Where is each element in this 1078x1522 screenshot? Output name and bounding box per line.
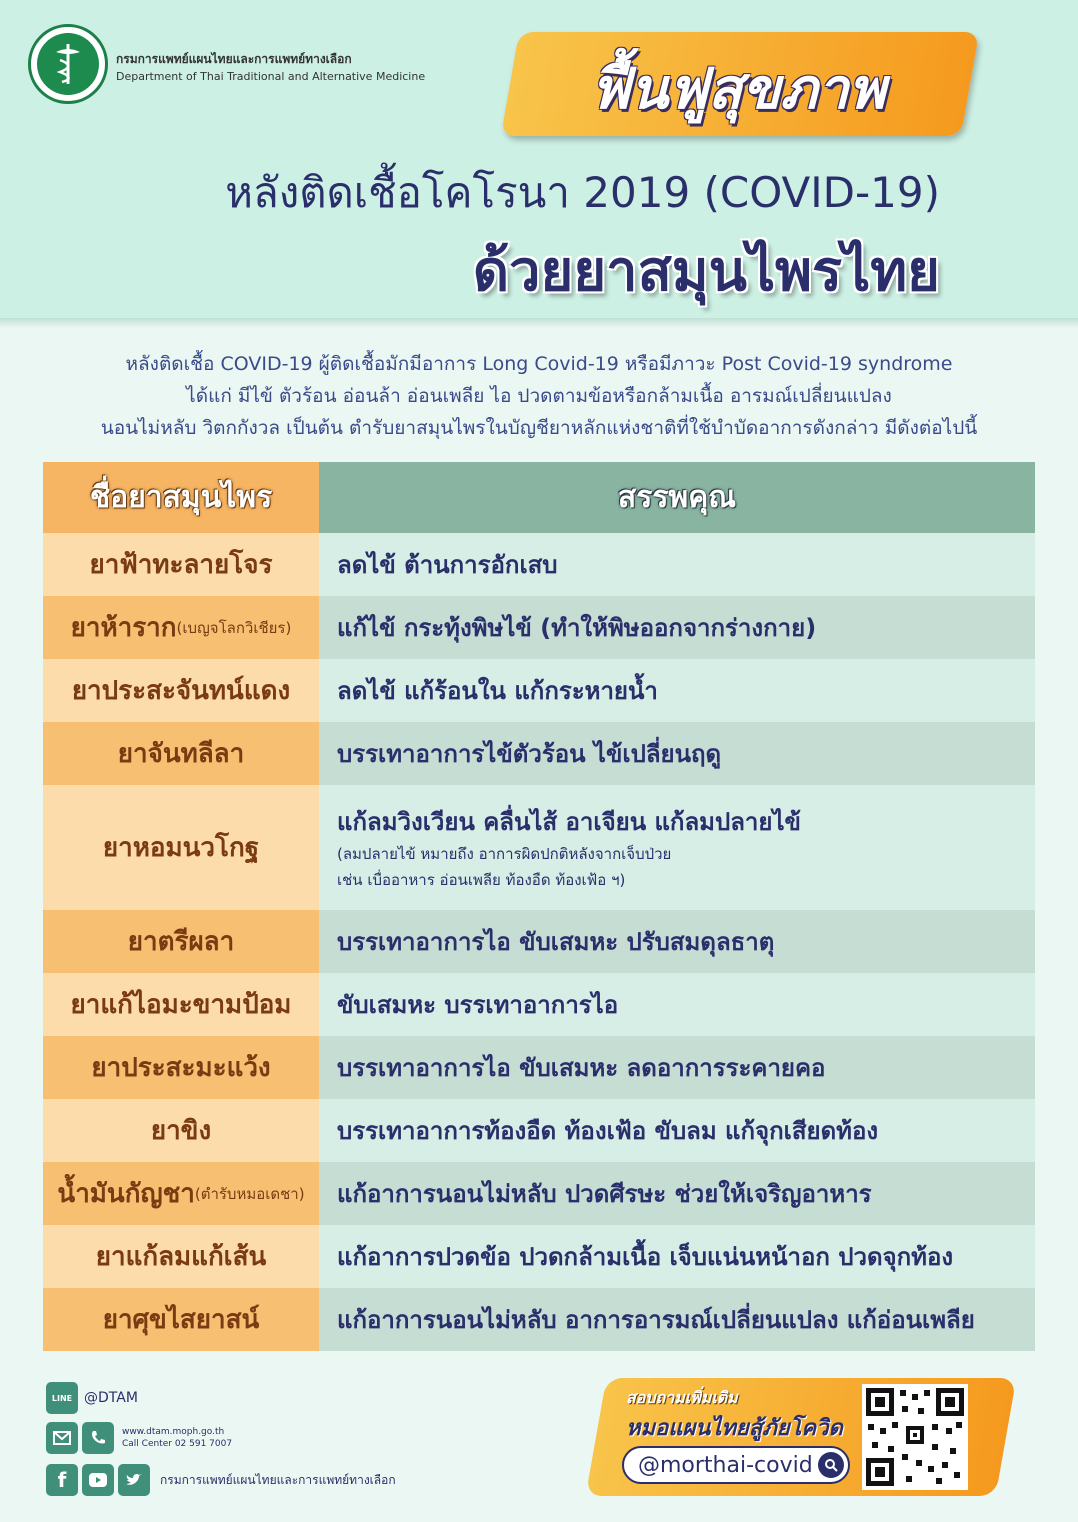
herb-name [43,973,319,1036]
herb-name [43,722,319,785]
herb-benefit [319,910,1035,973]
herb-name-text: ยาแก้ไอมะขามป้อม [70,990,292,1020]
mail-icon[interactable] [46,1422,78,1454]
herb-benefit [319,1225,1035,1288]
herb-name [43,1036,319,1099]
department-name-th: กรมการแพทย์แผนไทยและการแพทย์ทางเลือก [116,52,352,66]
herb-benefit-text: แก้ไข้ กระทุ้งพิษไข้ (ทำให้พิษออกจากร่างกาย) [337,614,817,642]
herb-benefit [319,785,1035,910]
table-row [43,533,1035,596]
herb-name-text: ยาศุขไสยาสน์ [102,1305,260,1335]
table-row [43,1099,1035,1162]
herb-benefit-text: แก้ลมวิงเวียน คลื่นไส้ อาเจียน แก้ลมปลายไข้ [337,808,801,836]
banner-title: ฟื้นฟูสุขภาพ [590,57,886,122]
herb-benefit [319,1162,1035,1225]
department-name-en: Department of Thai Traditional and Alternative Medicine [116,70,426,83]
herb-benefit-text: แก้อาการนอนไม่หลับ อาการอารมณ์เปลี่ยนแปลง แก้อ่อนเพลีย [337,1306,975,1334]
web-contact [46,1422,232,1454]
herb-benefit-text: บรรเทาอาการไข้ตัวร้อน ไข้เปลี่ยนฤดู [337,740,722,768]
page-title: หลังติดเชื้อโคโรนา 2019 (COVID-19) [225,168,940,217]
herb-name-text: น้ำมันกัญชา [57,1179,195,1209]
table-row [43,1288,1035,1351]
herb-name-text: ยาตรีผลา [127,927,235,957]
herb-name [43,596,319,659]
herb-benefit [319,1036,1035,1099]
facebook-icon[interactable]: f [46,1464,78,1496]
qr-code-icon [866,1388,964,1486]
cta-subtitle: สอบถามเพิ่มเติม [626,1388,738,1407]
herb-name-text: ยาประสะจันทน์แดง [71,676,291,706]
table-row [43,785,1035,910]
column-header-name: ชื่อยาสมุนไพร [43,462,319,533]
herb-benefit-note: (ลมปลายไข้ หมายถึง อาการผิดปกติหลังจากเจ็บป่วย [337,845,672,863]
cta-handle-box[interactable] [622,1446,850,1484]
herb-benefit-text: ลดไข้ แก้ร้อนใน แก้กระหายน้ำ [337,677,658,705]
herb-name [43,785,319,910]
call-center: Call Center 02 591 7007 [122,1439,233,1449]
herb-benefit [319,533,1035,596]
qr-code[interactable] [862,1384,968,1490]
herb-name-text: ยาขิง [150,1116,212,1146]
column-header-benefit: สรรพคุณ [319,462,1035,533]
line-id: @DTAM [84,1390,138,1406]
herb-benefit-text: บรรเทาอาการไอ ขับเสมหะ ปรับสมดุลธาตุ [337,928,775,956]
table-row [43,1036,1035,1099]
herb-benefit-text: บรรเทาอาการท้องอืด ท้องเฟ้อ ขับลม แก้จุกเสียดท้อง [337,1117,879,1145]
herb-name-note: (เบญจโลกวิเชียร) [176,618,292,637]
herb-name-text: ยาห้าราก [70,613,177,643]
herb-name-text: ยาหอมนวโกฐ [102,833,260,863]
herb-name [43,1162,319,1225]
herb-benefit [319,596,1035,659]
herb-name [43,910,319,973]
ministry-logo [28,24,108,104]
social-links [46,1464,396,1496]
herb-name [43,1225,319,1288]
intro-line: หลังติดเชื้อ COVID-19 ผู้ติดเชื้อมักมีอาการ Long Covid-19 หรือมีภาวะ Post Covid-19 syndrome [125,353,953,375]
search-icon[interactable] [818,1452,844,1478]
herb-benefit [319,1099,1035,1162]
phone-icon[interactable] [82,1422,114,1454]
herb-name-text: ยาแก้ลมแก้เส้น [95,1242,267,1272]
table-row [43,973,1035,1036]
herb-benefit-text: ขับเสมหะ บรรเทาอาการไอ [337,991,619,1019]
herb-table [43,462,1035,1351]
herb-benefit-note: เช่น เบื่ออาหาร อ่อนเพลีย ท้องอืด ท้องเฟ้อ ฯ) [337,871,626,889]
herb-name [43,1288,319,1351]
table-header-row [43,462,1035,533]
table-row [43,659,1035,722]
intro-line: นอนไม่หลับ วิตกกังวล เป็นต้น ตำรับยาสมุนไพรในบัญชียาหลักแห่งชาติที่ใช้บำบัดอาการดังกล่าว มีดังต่อไปนี้ [100,417,978,439]
social-account-name: กรมการแพทย์แผนไทยและการแพทย์ทางเลือก [160,1472,396,1487]
table-row [43,596,1035,659]
herb-name [43,533,319,596]
header-divider [0,318,1078,328]
herb-name [43,659,319,722]
cta-handle: @morthai-covid [638,1452,813,1478]
line-contact[interactable] [46,1382,138,1414]
herb-benefit-text: แก้อาการนอนไม่หลับ ปวดศีรษะ ช่วยให้เจริญอาหาร [337,1180,872,1208]
page-subtitle: ด้วยยาสมุนไพรไทย [472,239,940,304]
intro-text [40,348,1038,444]
herb-benefit-text: ลดไข้ ต้านการอักเสบ [337,551,558,579]
youtube-icon[interactable] [82,1464,114,1496]
herb-benefit [319,722,1035,785]
herb-benefit [319,973,1035,1036]
line-icon: LINE [46,1382,78,1414]
cta-title: หมอแผนไทยสู้ภัยโควิด [626,1416,843,1441]
table-row [43,910,1035,973]
table-row [43,1162,1035,1225]
herb-name-text: ยาฟ้าทะลายโจร [89,550,273,580]
herb-name-text: ยาประสะมะแว้ง [91,1053,271,1083]
herb-benefit [319,1288,1035,1351]
herb-name-note: (ตำรับหมอเดชา) [194,1184,305,1203]
herb-name-text: ยาจันทลีลา [117,739,245,769]
herb-name [43,1099,319,1162]
herb-benefit-text: แก้อาการปวดข้อ ปวดกล้ามเนื้อ เจ็บแน่นหน้าอก ปวดจุกท้อง [337,1243,954,1271]
website-link[interactable]: www.dtam.moph.go.th [122,1427,225,1437]
contact-text [122,1426,232,1450]
department-name [116,50,425,86]
intro-line: ได้แก่ มีไข้ ตัวร้อน อ่อนล้า อ่อนเพลีย ไอ ปวดตามข้อหรือกล้ามเนื้อ อารมณ์เปลี่ยนแปลง [186,385,892,407]
twitter-icon[interactable] [118,1464,150,1496]
table-row [43,722,1035,785]
caduceus-icon [37,33,99,95]
herb-benefit [319,659,1035,722]
herb-benefit-text: บรรเทาอาการไอ ขับเสมหะ ลดอาการระคายคอ [337,1054,826,1082]
table-row [43,1225,1035,1288]
